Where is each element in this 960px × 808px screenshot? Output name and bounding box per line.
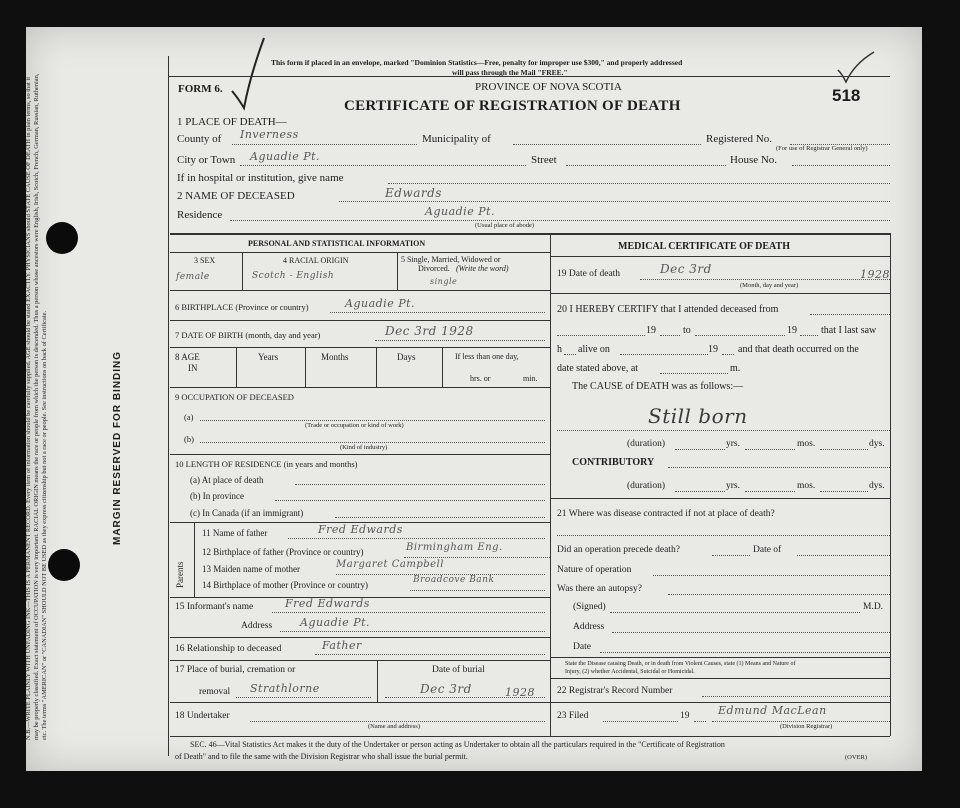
- main-frame-right: [890, 233, 891, 736]
- division-registrar-note: (Division Registrar): [780, 723, 833, 730]
- record-number-line: [702, 696, 890, 697]
- margin-instructions: N.B.—WRITE PLAINLY WITH UNFADING INK—THIS IS A PERMANENT RECORD. Every item of information should be carefully supplied. AGE should be stated EXACTLY. PHYSICIANS should STATE CAUSE OF DEATH in plain terms, so that it may be properly classified. Exact statement of OCCUPATION is very important. RACIAL ORIGIN means the race or people from which the person is descended. Thus a person whose ancestors were English, Irish, Scotch, French, German, Russian, Ruthenian, etc. The terms "AMERICAN" or "CANADIAN" SHOULD NOT BE USED as they express citizenship but not a race or people. See instructions on back of Certificate.: [25, 73, 49, 740]
- contributory-yrs: yrs.: [726, 481, 740, 491]
- certify-19a: 19: [646, 325, 656, 336]
- mail-notice-line1: This form if placed in an envelope, marked "Dominion Statistics—Free, penalty for improper use $300," and properly addressed: [271, 58, 683, 67]
- dob-value: Dec 3rd 1928: [385, 324, 474, 338]
- burial-place-label-1: 17 Place of burial, cremation or: [175, 665, 296, 675]
- operation-date-line: [797, 555, 890, 556]
- county-label: County of: [177, 133, 222, 145]
- occupation-a-line: [200, 420, 545, 421]
- medical-footnote-2: Injury, (2) whether Accidental, Suicidal or Homicidal.: [565, 669, 695, 675]
- birthplace-line: [330, 312, 545, 313]
- signed-line: [610, 612, 860, 613]
- contributory-duration-line: [675, 491, 725, 492]
- form-number: FORM 6.: [178, 83, 223, 95]
- county-value: Inverness: [240, 128, 299, 141]
- burial-place-line: [236, 697, 371, 698]
- mother-name-value: Margaret Campbell: [336, 559, 444, 570]
- father-name-line: [288, 538, 545, 539]
- mother-birthplace-line: [410, 590, 545, 591]
- row-rule-10: [170, 454, 550, 455]
- physician-date-label: Date: [573, 642, 591, 652]
- city-value: Aguadie Pt.: [250, 150, 321, 163]
- house-line: [792, 165, 890, 166]
- province-label: PROVINCE OF NOVA SCOTIA: [475, 81, 622, 93]
- certify-last-saw: that I last saw: [821, 325, 877, 336]
- marital-note: (Write the word): [456, 264, 509, 273]
- informant-address-value: Aguadie Pt.: [300, 616, 371, 629]
- age-divider-4: [442, 347, 443, 387]
- alive-h-line: [564, 354, 576, 355]
- age-label-1: 8 AGE: [175, 352, 200, 362]
- burial-date-divider: [377, 660, 378, 702]
- origin-value: Scotch - English: [252, 271, 335, 281]
- undertaker-line: [250, 721, 545, 722]
- margin-reserved-label: MARGIN RESERVED FOR BINDING: [112, 350, 123, 545]
- row-rule-18: [170, 702, 550, 703]
- occupation-heading: 9 OCCUPATION OF DECEASED: [175, 392, 294, 402]
- certify-19b: 19: [787, 325, 797, 336]
- sex-label: 3 SEX: [194, 256, 216, 265]
- md-label: M.D.: [863, 602, 884, 612]
- physician-address-label: Address: [573, 622, 605, 632]
- burial-place-value: Strathlorne: [250, 682, 320, 695]
- age-divider-1: [236, 347, 237, 387]
- cause-value: Still born: [648, 404, 748, 428]
- age-divider-2: [305, 347, 306, 387]
- hospital-label: If in hospital or institution, give name: [177, 172, 344, 184]
- occupation-a: (a): [184, 412, 194, 422]
- contributory-yrs-line: [745, 491, 795, 492]
- residence-b-line: [275, 500, 545, 501]
- cause-duration-line: [675, 449, 725, 450]
- residence-note: (Usual place of abode): [475, 222, 535, 229]
- registered-label: Registered No.: [706, 133, 772, 145]
- operation-nature-label: Nature of operation: [557, 565, 632, 575]
- relationship-value: Father: [322, 639, 362, 652]
- cause-duration: (duration): [627, 439, 665, 449]
- residence-line: [230, 220, 890, 221]
- filed-signature: Edmund MacLean: [718, 704, 827, 717]
- filed-date-line: [603, 721, 678, 722]
- father-name-label: 11 Name of father: [202, 528, 268, 538]
- row-rule-16: [170, 637, 550, 638]
- sex-value: female: [176, 272, 210, 282]
- certify-to: to: [683, 325, 691, 336]
- row-rule-footnote: [550, 657, 890, 658]
- occupation-b: (b): [184, 434, 194, 444]
- row-rule-20: [550, 293, 890, 294]
- contributory-mos: mos.: [797, 481, 816, 491]
- signed-label: (Signed): [573, 602, 606, 612]
- marital-label-1: 5 Single, Married, Widowed or: [401, 255, 501, 264]
- personal-heading: PERSONAL AND STATISTICAL INFORMATION: [248, 239, 426, 248]
- age-months-label: Months: [321, 352, 349, 362]
- medical-footnote-1: State the Disease causing Death, or in death from Violent Causes, state (1) Means and Nature of: [565, 661, 796, 667]
- death-year-value: 1928: [860, 268, 890, 281]
- sex-divider: [242, 252, 243, 290]
- age-days-label: Days: [397, 352, 416, 362]
- attended-to-line: [695, 335, 785, 336]
- date-stated-line: [660, 373, 728, 374]
- cause-label: The CAUSE of DEATH was as follows:—: [572, 381, 744, 392]
- burial-date-label: Date of burial: [432, 665, 485, 675]
- occupation-b-note: (Kind of industry): [340, 444, 388, 451]
- attended-from-line: [557, 335, 645, 336]
- burial-date-value: Dec 3rd: [420, 682, 472, 696]
- contributory-dys: dys.: [869, 481, 885, 491]
- contributory-label: CONTRIBUTORY: [572, 457, 655, 468]
- personal-heading-rule: [170, 252, 550, 253]
- alive-year-line: [722, 354, 734, 355]
- house-label: House No.: [730, 154, 778, 166]
- row-rule-21: [550, 498, 890, 499]
- birthplace-label: 6 BIRTHPLACE (Province or country): [175, 302, 309, 312]
- medical-heading: MEDICAL CERTIFICATE OF DEATH: [618, 241, 790, 252]
- certify-alive-on: alive on: [578, 344, 610, 355]
- filed-19: 19: [680, 711, 690, 721]
- column-divider: [550, 233, 551, 736]
- dob-line: [375, 340, 545, 341]
- death-date-value: Dec 3rd: [660, 262, 712, 276]
- row-rule-23: [550, 702, 890, 703]
- parents-divider: [194, 522, 195, 597]
- informant-name-line: [272, 612, 545, 613]
- street-line: [566, 165, 726, 166]
- informant-address-label: Address: [241, 621, 273, 631]
- occupation-b-line: [200, 442, 545, 443]
- father-birthplace-line: [404, 557, 550, 558]
- contributory-duration: (duration): [627, 481, 665, 491]
- city-line: [240, 165, 526, 166]
- operation-question: Did an operation precede death?: [557, 545, 680, 555]
- street-label: Street: [531, 154, 557, 166]
- burial-year-value: 1928: [505, 686, 535, 699]
- death-date-label: 19 Date of death: [557, 269, 621, 279]
- father-birthplace-value: Birmingham Eng.: [406, 542, 503, 553]
- footer-over: (OVER): [845, 754, 868, 761]
- deceased-name-value: Edwards: [385, 186, 442, 200]
- place-of-death-heading: 1 PLACE OF DEATH—: [177, 116, 287, 128]
- contributory-line: [668, 467, 890, 468]
- attended-to-year-line: [800, 335, 818, 336]
- relationship-label: 16 Relationship to deceased: [175, 644, 282, 654]
- check-mark-left: [228, 36, 268, 111]
- record-number-label: 22 Registrar's Record Number: [557, 686, 673, 696]
- father-birthplace-label: 12 Birthplace of father (Province or country): [202, 547, 364, 557]
- informant-name-value: Fred Edwards: [285, 597, 370, 610]
- row-rule-9: [170, 387, 550, 388]
- mother-birthplace-label: 14 Birthplace of mother (Province or country): [202, 580, 368, 590]
- residence-value: Aguadie Pt.: [425, 205, 496, 218]
- relationship-line: [315, 654, 545, 655]
- city-label: City or Town: [177, 154, 236, 166]
- informant-address-line: [280, 631, 545, 632]
- row-rule-22: [550, 678, 890, 679]
- age-label-2: IN: [188, 363, 198, 373]
- dob-label: 7 DATE OF BIRTH (month, day and year): [175, 330, 321, 340]
- county-line: [232, 144, 417, 145]
- physician-date-line: [600, 652, 890, 653]
- residence-c-line: [335, 517, 545, 518]
- residence-length-heading: 10 LENGTH OF RESIDENCE (in years and months): [175, 459, 358, 469]
- age-min-label: min.: [523, 374, 538, 383]
- certify-m: m.: [730, 363, 741, 374]
- row-rule-7: [170, 320, 550, 321]
- origin-label: 4 RACIAL ORIGIN: [283, 256, 349, 265]
- residence-c: (c) In Canada (if an immigrant): [190, 508, 304, 518]
- row-rule-8: [170, 347, 550, 348]
- registered-note: (For use of Registrar General only): [776, 145, 868, 152]
- autopsy-line: [668, 594, 890, 595]
- cause-mos: mos.: [797, 439, 816, 449]
- footer-line-2: of Death" and to file the same with the Division Registrar who shall issue the burial permit.: [175, 752, 468, 761]
- operation-nature-line: [653, 575, 890, 576]
- residence-b: (b) In province: [190, 491, 244, 501]
- cause-dys: dys.: [869, 439, 885, 449]
- hospital-line: [388, 183, 890, 184]
- filed-year-line: [694, 721, 706, 722]
- marital-value: single: [430, 277, 458, 286]
- check-mark-right: [836, 50, 876, 85]
- informant-name-label: 15 Informant's name: [175, 602, 254, 612]
- age-less-label: If less than one day,: [455, 352, 519, 361]
- certificate-number: 518: [832, 86, 861, 105]
- municipality-line: [513, 144, 701, 145]
- parents-label: Parents: [175, 561, 185, 588]
- undertaker-note: (Name and address): [368, 723, 420, 730]
- operation-line: [712, 555, 750, 556]
- physician-address-line: [612, 632, 890, 633]
- marital-label-2: Divorced.: [418, 264, 450, 273]
- age-years-label: Years: [258, 352, 279, 362]
- deceased-name-line: [339, 201, 890, 202]
- deceased-name-label: 2 NAME OF DECEASED: [177, 190, 295, 202]
- age-divider-3: [376, 347, 377, 387]
- attended-from-year-line: [660, 335, 680, 336]
- row-rule-17: [170, 660, 550, 661]
- contributory-mos-line: [820, 491, 868, 492]
- certify-line: [810, 314, 890, 315]
- certify-h: h: [557, 344, 562, 355]
- row-rule-6: [170, 290, 550, 291]
- father-name-value: Fred Edwards: [318, 523, 403, 536]
- birthplace-value: Aguadie Pt.: [345, 297, 416, 310]
- medical-heading-rule: [550, 256, 890, 257]
- age-hrs-label: hrs. or: [470, 374, 491, 383]
- certify-date-stated: date stated above, at: [557, 363, 639, 374]
- death-date-line: [640, 279, 890, 280]
- certify-death-occurred: and that death occurred on the: [738, 344, 859, 355]
- certify-label: 20 I HEREBY CERTIFY that I attended deceased from: [557, 304, 779, 315]
- mother-birthplace-value: Broadcove Bank: [413, 575, 495, 585]
- alive-on-line: [620, 354, 708, 355]
- residence-a: (a) At place of death: [190, 475, 264, 485]
- mother-name-label: 13 Maiden name of mother: [202, 564, 300, 574]
- origin-divider: [397, 252, 398, 290]
- undertaker-label: 18 Undertaker: [175, 711, 230, 721]
- main-frame-bottom: [170, 736, 890, 737]
- cause-line: [557, 430, 890, 431]
- autopsy-question: Was there an autopsy?: [557, 584, 642, 594]
- contracted-question: 21 Where was disease contracted if not at place of death?: [557, 509, 775, 519]
- residence-label: Residence: [177, 209, 223, 221]
- left-margin-rule: [168, 56, 169, 756]
- mail-notice-line2: will pass through the Mail "FREE.": [452, 68, 568, 77]
- contracted-line: [557, 535, 890, 536]
- burial-place-label-2: removal: [199, 687, 231, 697]
- death-date-note: (Month, day and year): [740, 282, 799, 289]
- main-frame-top: [170, 233, 890, 235]
- certify-19c: 19: [708, 344, 718, 355]
- division-registrar-line: [712, 721, 890, 722]
- header-rule: [168, 76, 890, 77]
- footer-line-1: SEC. 46—Vital Statistics Act makes it the duty of the Undertaker or person acting as Undertaker to obtain all the particulars required in the "Certificate of Registration: [190, 740, 725, 749]
- cause-yrs: yrs.: [726, 439, 740, 449]
- municipality-label: Municipality of: [422, 133, 491, 145]
- operation-date-label: Date of: [753, 545, 782, 555]
- cause-mos-line: [820, 449, 868, 450]
- occupation-a-note: (Trade or occupation or kind of work): [305, 422, 404, 429]
- page-title: CERTIFICATE OF REGISTRATION OF DEATH: [344, 98, 681, 114]
- cause-yrs-line: [745, 449, 795, 450]
- filed-label: 23 Filed: [557, 711, 589, 721]
- residence-a-line: [295, 484, 545, 485]
